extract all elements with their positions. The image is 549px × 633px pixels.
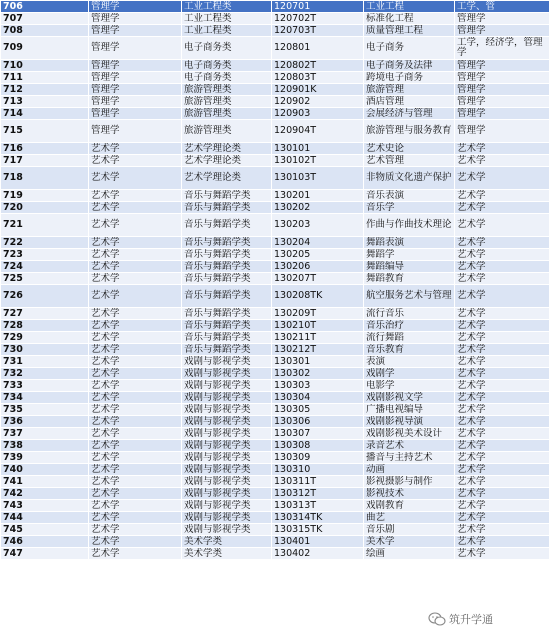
major-code-cell: 130102T: [272, 155, 364, 167]
table-row: [1, 96, 549, 108]
table-row: [1, 512, 549, 524]
major-class-cell: 音乐与舞蹈学类: [182, 237, 272, 249]
major-name-cell: 音乐学: [364, 202, 455, 214]
degree-type-cell: 艺术学: [455, 320, 549, 332]
major-code-cell: 130304: [272, 392, 364, 404]
degree-type-cell: 艺术学: [455, 332, 549, 344]
major-class-cell: 艺术学理论类: [182, 167, 272, 190]
discipline-category-cell: 艺术学: [89, 356, 182, 368]
discipline-category-cell: 管理学: [89, 120, 182, 143]
major-class-cell: 艺术学理论类: [182, 155, 272, 167]
major-name-cell: 酒店管理: [364, 96, 455, 108]
row-number-cell: 723: [1, 249, 89, 261]
table-row: [1, 1, 549, 13]
major-name-cell: 戏剧影视导演: [364, 416, 455, 428]
major-class-cell: 戏剧与影视学类: [182, 512, 272, 524]
major-class-cell: 旅游管理类: [182, 120, 272, 143]
major-code-cell: 130313T: [272, 500, 364, 512]
discipline-category-cell: 管理学: [89, 25, 182, 37]
major-code-cell: 120702T: [272, 13, 364, 25]
degree-type-cell: 艺术学: [455, 404, 549, 416]
major-name-cell: 戏剧影视文学: [364, 392, 455, 404]
degree-type-cell: 艺术学: [455, 536, 549, 548]
row-number-cell: 706: [1, 1, 89, 13]
major-name-cell: 音乐治疗: [364, 320, 455, 332]
major-name-cell: 美术学: [364, 536, 455, 548]
major-class-cell: 美术学类: [182, 548, 272, 560]
major-code-cell: 130205: [272, 249, 364, 261]
major-code-cell: 130208TK: [272, 285, 364, 308]
degree-type-cell: 艺术学: [455, 356, 549, 368]
row-number-cell: 742: [1, 488, 89, 500]
degree-type-cell: 工学、管: [455, 1, 549, 13]
discipline-category-cell: 艺术学: [89, 237, 182, 249]
row-number-cell: 733: [1, 380, 89, 392]
major-class-cell: 美术学类: [182, 536, 272, 548]
table-row: [1, 428, 549, 440]
major-code-cell: 130209T: [272, 308, 364, 320]
row-number-cell: 735: [1, 404, 89, 416]
major-name-cell: 曲艺: [364, 512, 455, 524]
major-name-cell: 音乐剧: [364, 524, 455, 536]
degree-type-cell: 艺术学: [455, 464, 549, 476]
table-row: [1, 214, 549, 237]
table-row: [1, 237, 549, 249]
discipline-category-cell: 艺术学: [89, 368, 182, 380]
major-code-cell: 130202: [272, 202, 364, 214]
major-code-cell: 130301: [272, 356, 364, 368]
table-row: [1, 464, 549, 476]
row-number-cell: 729: [1, 332, 89, 344]
degree-type-cell: 艺术学: [455, 273, 549, 285]
major-code-cell: 130402: [272, 548, 364, 560]
major-class-cell: 音乐与舞蹈学类: [182, 214, 272, 237]
row-number-cell: 740: [1, 464, 89, 476]
row-number-cell: 713: [1, 96, 89, 108]
major-code-cell: 130103T: [272, 167, 364, 190]
row-number-cell: 726: [1, 285, 89, 308]
degree-type-cell: 管理学: [455, 25, 549, 37]
degree-type-cell: 艺术学: [455, 202, 549, 214]
table-row: [1, 440, 549, 452]
major-class-cell: 工业工程类: [182, 1, 272, 13]
discipline-category-cell: 艺术学: [89, 155, 182, 167]
major-code-cell: 130305: [272, 404, 364, 416]
major-class-cell: 工业工程类: [182, 13, 272, 25]
major-class-cell: 音乐与舞蹈学类: [182, 320, 272, 332]
major-class-cell: 戏剧与影视学类: [182, 392, 272, 404]
degree-type-cell: 管理学: [455, 84, 549, 96]
major-name-cell: 电子商务及法律: [364, 60, 455, 72]
table-row: [1, 120, 549, 143]
major-class-cell: 戏剧与影视学类: [182, 524, 272, 536]
table-row: [1, 155, 549, 167]
discipline-category-cell: 艺术学: [89, 488, 182, 500]
discipline-category-cell: 艺术学: [89, 452, 182, 464]
major-class-cell: 戏剧与影视学类: [182, 416, 272, 428]
major-class-cell: 戏剧与影视学类: [182, 428, 272, 440]
major-name-cell: 航空服务艺术与管理: [364, 285, 455, 308]
major-code-cell: 130401: [272, 536, 364, 548]
watermark-text: 筑升学通: [449, 613, 493, 626]
major-class-cell: 音乐与舞蹈学类: [182, 285, 272, 308]
major-name-cell: 舞蹈表演: [364, 237, 455, 249]
row-number-cell: 715: [1, 120, 89, 143]
row-number-cell: 722: [1, 237, 89, 249]
row-number-cell: 721: [1, 214, 89, 237]
row-number-cell: 743: [1, 500, 89, 512]
table-row: [1, 452, 549, 464]
degree-type-cell: 艺术学: [455, 308, 549, 320]
discipline-category-cell: 艺术学: [89, 285, 182, 308]
major-name-cell: 绘画: [364, 548, 455, 560]
discipline-category-cell: 艺术学: [89, 308, 182, 320]
major-class-cell: 戏剧与影视学类: [182, 452, 272, 464]
degree-type-cell: 艺术学: [455, 285, 549, 308]
row-number-cell: 728: [1, 320, 89, 332]
major-code-cell: 130206: [272, 261, 364, 273]
degree-type-cell: 艺术学: [455, 392, 549, 404]
major-name-cell: 戏剧教育: [364, 500, 455, 512]
degree-type-cell: 管理学: [455, 108, 549, 120]
discipline-category-cell: 艺术学: [89, 202, 182, 214]
watermark: [425, 609, 496, 629]
row-number-cell: 741: [1, 476, 89, 488]
major-name-cell: 舞蹈学: [364, 249, 455, 261]
major-name-cell: 工业工程: [364, 1, 455, 13]
table-row: [1, 108, 549, 120]
degree-type-cell: 艺术学: [455, 143, 549, 155]
table-row: [1, 488, 549, 500]
degree-type-cell: 艺术学: [455, 524, 549, 536]
major-name-cell: 流行音乐: [364, 308, 455, 320]
degree-type-cell: 工学，经济学，管理学: [455, 37, 549, 60]
table-row: [1, 320, 549, 332]
row-number-cell: 708: [1, 25, 89, 37]
table-row: [1, 60, 549, 72]
major-code-cell: 130306: [272, 416, 364, 428]
row-number-cell: 747: [1, 548, 89, 560]
table-row: [1, 261, 549, 273]
major-name-cell: 电子商务: [364, 37, 455, 60]
degree-type-cell: 管理学: [455, 60, 549, 72]
major-name-cell: 影视技术: [364, 488, 455, 500]
discipline-category-cell: 艺术学: [89, 392, 182, 404]
table-row: [1, 500, 549, 512]
discipline-category-cell: 艺术学: [89, 512, 182, 524]
row-number-cell: 739: [1, 452, 89, 464]
major-class-cell: 旅游管理类: [182, 96, 272, 108]
major-code-cell: 130303: [272, 380, 364, 392]
table-row: [1, 249, 549, 261]
row-number-cell: 746: [1, 536, 89, 548]
discipline-category-cell: 艺术学: [89, 190, 182, 202]
discipline-category-cell: 艺术学: [89, 440, 182, 452]
table-row: [1, 368, 549, 380]
discipline-category-cell: 艺术学: [89, 536, 182, 548]
major-code-cell: 130207T: [272, 273, 364, 285]
table-row: [1, 392, 549, 404]
degree-type-cell: 管理学: [455, 72, 549, 84]
table-row: [1, 380, 549, 392]
table-row: [1, 332, 549, 344]
major-class-cell: 戏剧与影视学类: [182, 404, 272, 416]
row-number-cell: 734: [1, 392, 89, 404]
row-number-cell: 720: [1, 202, 89, 214]
major-class-cell: 电子商务类: [182, 72, 272, 84]
major-code-cell: 130309: [272, 452, 364, 464]
major-name-cell: 音乐表演: [364, 190, 455, 202]
major-class-cell: 音乐与舞蹈学类: [182, 261, 272, 273]
discipline-category-cell: 艺术学: [89, 332, 182, 344]
table-row: [1, 356, 549, 368]
row-number-cell: 719: [1, 190, 89, 202]
program-table-body: [1, 1, 549, 560]
major-code-cell: 120902: [272, 96, 364, 108]
major-name-cell: 艺术管理: [364, 155, 455, 167]
major-class-cell: 戏剧与影视学类: [182, 380, 272, 392]
degree-type-cell: 艺术学: [455, 416, 549, 428]
table-row: [1, 476, 549, 488]
table-row: [1, 308, 549, 320]
discipline-category-cell: 管理学: [89, 108, 182, 120]
major-class-cell: 音乐与舞蹈学类: [182, 273, 272, 285]
major-name-cell: 戏剧影视美术设计: [364, 428, 455, 440]
discipline-category-cell: 管理学: [89, 1, 182, 13]
discipline-category-cell: 管理学: [89, 72, 182, 84]
row-number-cell: 732: [1, 368, 89, 380]
major-class-cell: 音乐与舞蹈学类: [182, 249, 272, 261]
table-row: [1, 285, 549, 308]
row-number-cell: 725: [1, 273, 89, 285]
major-class-cell: 戏剧与影视学类: [182, 488, 272, 500]
degree-type-cell: 艺术学: [455, 214, 549, 237]
major-name-cell: 表演: [364, 356, 455, 368]
row-number-cell: 711: [1, 72, 89, 84]
degree-type-cell: 艺术学: [455, 452, 549, 464]
major-name-cell: 艺术史论: [364, 143, 455, 155]
discipline-category-cell: 管理学: [89, 84, 182, 96]
major-class-cell: 电子商务类: [182, 37, 272, 60]
degree-type-cell: 艺术学: [455, 476, 549, 488]
major-name-cell: 音乐教育: [364, 344, 455, 356]
major-code-cell: 120701: [272, 1, 364, 13]
row-number-cell: 727: [1, 308, 89, 320]
degree-type-cell: 管理学: [455, 13, 549, 25]
row-number-cell: 736: [1, 416, 89, 428]
major-code-cell: 130311T: [272, 476, 364, 488]
major-name-cell: 动画: [364, 464, 455, 476]
row-number-cell: 744: [1, 512, 89, 524]
major-code-cell: 120901K: [272, 84, 364, 96]
discipline-category-cell: 艺术学: [89, 380, 182, 392]
row-number-cell: 714: [1, 108, 89, 120]
discipline-category-cell: 艺术学: [89, 320, 182, 332]
wechat-icon: [428, 612, 446, 626]
row-number-cell: 738: [1, 440, 89, 452]
major-code-cell: 130302: [272, 368, 364, 380]
table-row: [1, 84, 549, 96]
degree-type-cell: 艺术学: [455, 344, 549, 356]
major-code-cell: 120802T: [272, 60, 364, 72]
major-code-cell: 130314TK: [272, 512, 364, 524]
row-number-cell: 731: [1, 356, 89, 368]
major-name-cell: 播音与主持艺术: [364, 452, 455, 464]
discipline-category-cell: 艺术学: [89, 143, 182, 155]
table-row: [1, 416, 549, 428]
degree-type-cell: 艺术学: [455, 500, 549, 512]
degree-type-cell: 艺术学: [455, 155, 549, 167]
table-row: [1, 548, 549, 560]
major-name-cell: 会展经济与管理: [364, 108, 455, 120]
table-row: [1, 190, 549, 202]
discipline-category-cell: 艺术学: [89, 261, 182, 273]
major-name-cell: 非物质文化遗产保护: [364, 167, 455, 190]
table-row: [1, 37, 549, 60]
degree-type-cell: 管理学: [455, 96, 549, 108]
discipline-category-cell: 艺术学: [89, 464, 182, 476]
degree-type-cell: 艺术学: [455, 488, 549, 500]
degree-type-cell: 艺术学: [455, 548, 549, 560]
major-code-cell: 130201: [272, 190, 364, 202]
row-number-cell: 709: [1, 37, 89, 60]
table-row: [1, 143, 549, 155]
discipline-category-cell: 艺术学: [89, 416, 182, 428]
row-number-cell: 710: [1, 60, 89, 72]
major-name-cell: 跨境电子商务: [364, 72, 455, 84]
major-code-cell: 130307: [272, 428, 364, 440]
row-number-cell: 717: [1, 155, 89, 167]
row-number-cell: 737: [1, 428, 89, 440]
major-code-cell: 120904T: [272, 120, 364, 143]
major-name-cell: 舞蹈编导: [364, 261, 455, 273]
row-number-cell: 716: [1, 143, 89, 155]
table-row: [1, 25, 549, 37]
table-row: [1, 344, 549, 356]
degree-type-cell: 艺术学: [455, 428, 549, 440]
major-code-cell: 130203: [272, 214, 364, 237]
major-name-cell: 作曲与作曲技术理论: [364, 214, 455, 237]
major-name-cell: 标准化工程: [364, 13, 455, 25]
major-code-cell: 130312T: [272, 488, 364, 500]
major-name-cell: 流行舞蹈: [364, 332, 455, 344]
table-row: [1, 72, 549, 84]
major-name-cell: 质量管理工程: [364, 25, 455, 37]
major-name-cell: 旅游管理与服务教育: [364, 120, 455, 143]
table-row: [1, 536, 549, 548]
degree-type-cell: 艺术学: [455, 249, 549, 261]
major-code-cell: 130211T: [272, 332, 364, 344]
major-class-cell: 音乐与舞蹈学类: [182, 344, 272, 356]
major-class-cell: 旅游管理类: [182, 84, 272, 96]
major-code-cell: 130315TK: [272, 524, 364, 536]
major-code-cell: 120803T: [272, 72, 364, 84]
major-class-cell: 旅游管理类: [182, 108, 272, 120]
discipline-category-cell: 艺术学: [89, 404, 182, 416]
major-class-cell: 音乐与舞蹈学类: [182, 308, 272, 320]
major-name-cell: 电影学: [364, 380, 455, 392]
discipline-category-cell: 艺术学: [89, 273, 182, 285]
degree-type-cell: 艺术学: [455, 512, 549, 524]
discipline-category-cell: 艺术学: [89, 524, 182, 536]
row-number-cell: 724: [1, 261, 89, 273]
major-class-cell: 戏剧与影视学类: [182, 356, 272, 368]
discipline-category-cell: 艺术学: [89, 344, 182, 356]
degree-type-cell: 艺术学: [455, 440, 549, 452]
major-name-cell: 录音艺术: [364, 440, 455, 452]
table-row: [1, 404, 549, 416]
major-class-cell: 音乐与舞蹈学类: [182, 332, 272, 344]
degree-type-cell: 艺术学: [455, 261, 549, 273]
discipline-category-cell: 艺术学: [89, 249, 182, 261]
table-row: [1, 524, 549, 536]
major-code-cell: 130204: [272, 237, 364, 249]
row-number-cell: 718: [1, 167, 89, 190]
major-code-cell: 120801: [272, 37, 364, 60]
row-number-cell: 730: [1, 344, 89, 356]
major-code-cell: 130210T: [272, 320, 364, 332]
discipline-category-cell: 艺术学: [89, 548, 182, 560]
degree-type-cell: 艺术学: [455, 237, 549, 249]
table-row: [1, 167, 549, 190]
major-class-cell: 工业工程类: [182, 25, 272, 37]
major-class-cell: 戏剧与影视学类: [182, 476, 272, 488]
major-name-cell: 广播电视编导: [364, 404, 455, 416]
major-class-cell: 戏剧与影视学类: [182, 500, 272, 512]
major-code-cell: 130308: [272, 440, 364, 452]
table-row: [1, 13, 549, 25]
major-name-cell: 戏剧学: [364, 368, 455, 380]
major-class-cell: 戏剧与影视学类: [182, 368, 272, 380]
major-code-cell: 130310: [272, 464, 364, 476]
major-class-cell: 艺术学理论类: [182, 143, 272, 155]
major-class-cell: 电子商务类: [182, 60, 272, 72]
discipline-category-cell: 艺术学: [89, 428, 182, 440]
discipline-category-cell: 管理学: [89, 96, 182, 108]
row-number-cell: 712: [1, 84, 89, 96]
discipline-category-cell: 艺术学: [89, 476, 182, 488]
major-code-cell: 120903: [272, 108, 364, 120]
discipline-category-cell: 艺术学: [89, 500, 182, 512]
discipline-category-cell: 管理学: [89, 37, 182, 60]
major-class-cell: 音乐与舞蹈学类: [182, 190, 272, 202]
major-class-cell: 戏剧与影视学类: [182, 440, 272, 452]
major-class-cell: 音乐与舞蹈学类: [182, 202, 272, 214]
degree-type-cell: 艺术学: [455, 167, 549, 190]
major-name-cell: 影视摄影与制作: [364, 476, 455, 488]
discipline-category-cell: 管理学: [89, 13, 182, 25]
degree-type-cell: 艺术学: [455, 368, 549, 380]
table-row: [1, 273, 549, 285]
discipline-category-cell: 管理学: [89, 60, 182, 72]
table-row: [1, 202, 549, 214]
major-code-cell: 120703T: [272, 25, 364, 37]
row-number-cell: 745: [1, 524, 89, 536]
discipline-category-cell: 艺术学: [89, 214, 182, 237]
degree-type-cell: 艺术学: [455, 190, 549, 202]
degree-type-cell: 艺术学: [455, 380, 549, 392]
degree-type-cell: 管理学: [455, 120, 549, 143]
row-number-cell: 707: [1, 13, 89, 25]
major-class-cell: 戏剧与影视学类: [182, 464, 272, 476]
discipline-category-cell: 艺术学: [89, 167, 182, 190]
major-code-cell: 130212T: [272, 344, 364, 356]
major-name-cell: 舞蹈教育: [364, 273, 455, 285]
major-name-cell: 旅游管理: [364, 84, 455, 96]
major-code-cell: 130101: [272, 143, 364, 155]
